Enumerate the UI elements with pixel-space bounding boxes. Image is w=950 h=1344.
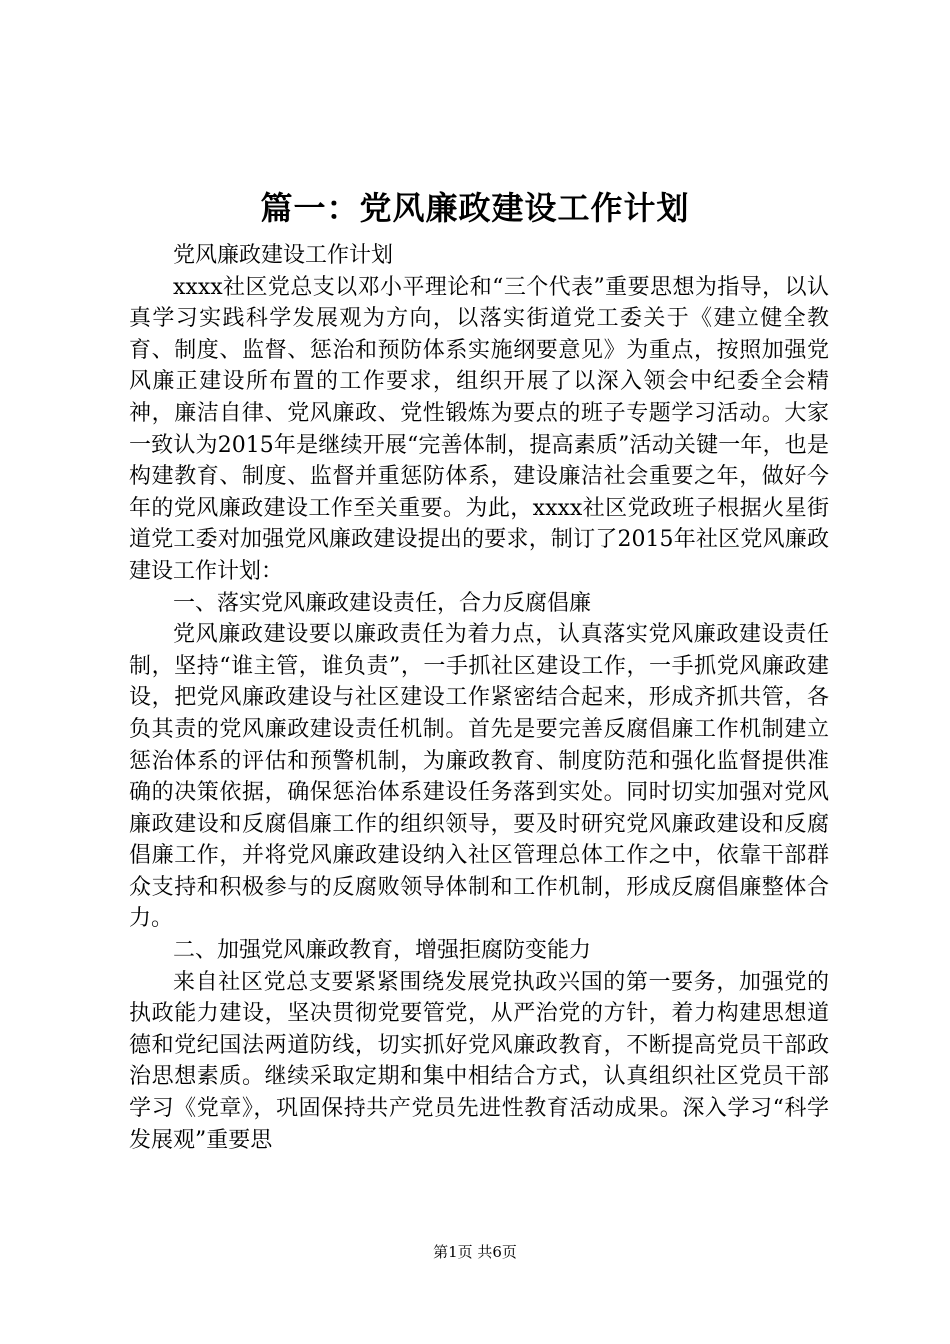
page-footer: 第1页 共6页 <box>433 1243 517 1261</box>
section-heading-1: 一、落实党风廉政建设责任，合力反腐倡廉 <box>173 590 592 616</box>
paragraph-intro: xxxx社区党总支以邓小平理论和“三个代表”重要思想为指导，以认真学习实践科学发展观为方向，以落实街道党工委关于《建立健全教育、制度、监督、惩治和预防体系实施纲要意见》为重点，按照加强党风廉正建设所布置的工作要求，组织开展了以深入领会中纪委全会精神，廉洁自律、党风廉政、党性锻炼为要点的班子专题学习活动。大家一致认为2015年是继续开展“完善体制，提高素质”活动关键一年，也是构建教育、制度、监督并重惩防体系，建设廉洁社会重要之年，做好今年的党风廉政建设工作至关重要。为此，xxxx社区党政班子根据火星街道党工委对加强党风廉政建设提出的要求，制订了2015年社区党风廉政建设工作计划： <box>129 274 829 584</box>
paragraph-section-2: 来自社区党总支要紧紧围绕发展党执政兴国的第一要务，加强党的执政能力建设，坚决贯彻党要管党，从严治党的方针，着力构建思想道德和党纪国法两道防线，切实抓好党风廉政教育，不断提高党员干部政治思想素质。继续采取定期和集中相结合方式，认真组织社区党员干部学习《党章》，巩固保持共产党员先进性教育活动成果。深入学习“科学发展观”重要思 <box>129 969 829 1153</box>
paragraph-section-1: 党风廉政建设要以廉政责任为着力点，认真落实党风廉政建设责任制，坚持“谁主管，谁负责”，一手抓社区建设工作，一手抓党风廉政建设，把党风廉政建设与社区建设工作紧密结合起来，形成齐抓共管，各负其责的党风廉政建设责任机制。首先是要完善反腐倡廉工作机制建立惩治体系的评估和预警机制，为廉政教育、制度防范和强化监督提供准确的决策依据，确保惩治体系建设任务落到实处。同时切实加强对党风廉政建设和反腐倡廉工作的组织领导，要及时研究党风廉政建设和反腐倡廉工作，并将党风廉政建设纳入社区管理总体工作之中，依靠干部群众支持和积极参与的反腐败领导体制和工作机制，形成反腐倡廉整体合力。 <box>129 622 829 932</box>
paragraph-subtitle: 党风廉政建设工作计划 <box>173 243 394 268</box>
section-heading-2: 二、加强党风廉政教育，增强拒腐防变能力 <box>173 938 592 964</box>
document-body <box>129 240 829 1156</box>
document-title: 篇一：党风廉政建设工作计划 <box>260 189 690 227</box>
